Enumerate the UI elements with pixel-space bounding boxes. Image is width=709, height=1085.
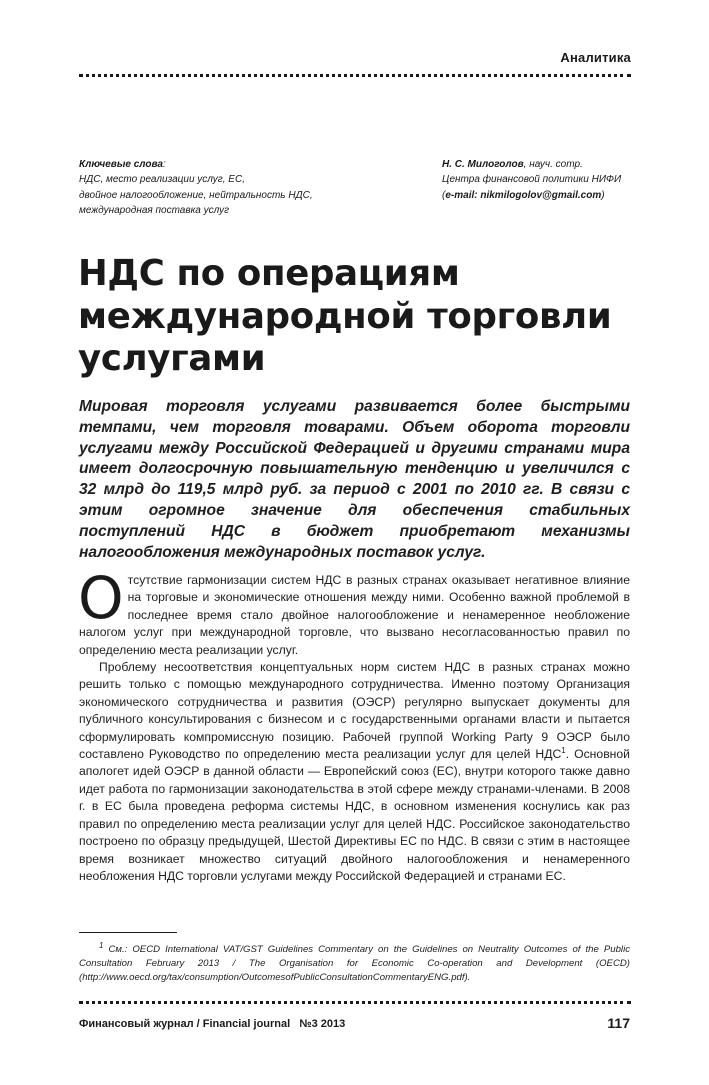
body-paragraph	[79, 659, 630, 885]
body-paragraph	[78, 564, 630, 659]
footnote-divider	[79, 932, 177, 933]
author-position: , науч. сотр.	[523, 159, 583, 170]
header-divider	[79, 74, 631, 77]
paragraph-text: . Основной апологет идей ОЭСР в данной области — Европейский союз (ЕС), внутри которого также давно идет работа по гармонизации законодательства в этой сфере между странами-членами. В 2008 г. в ЕС была проведена реформа системы НДС, в основном изменения коснулись как раз правил по определению места реализации услуг для целей НДС. Российское законодательство построено по образцу предыдущей, Шестой Директивы ЕС по НДС. В связи с этим в настоящее время возникает множество ситуаций двойного налогообложения и ненамеренного необложения НДС торговли услугами между Российской Федерацией и странами ЕС.	[79, 747, 630, 883]
keywords-block	[79, 157, 409, 219]
drop-cap: О	[78, 564, 124, 632]
paragraph-text: Проблему несоответствия концептуальных норм систем НДС в разных странах можно решить только с помощью международного сотрудничества. Именно поэтому Организация экономического сотрудничества и развития (ОЭСР) регулярно выпускает документы для публичного консультирования с бизнесом и с государственными органами власти и пытается сформулировать компромиссную позицию. Рабочей группой Working Party 9 ОЭСР было составлено Руководство по определению места реализации услуг для целей НДС	[79, 660, 630, 762]
keywords-line: НДС, место реализации услуг, ЕС,	[79, 174, 245, 186]
author-block	[442, 157, 642, 203]
section-label: Аналитика	[560, 50, 631, 65]
title-line: международной торговли	[78, 295, 612, 337]
title-line: услугами	[78, 338, 266, 379]
email-open: (	[442, 189, 446, 201]
journal-name: Финансовый журнал / Financial journal №3 2013	[79, 1018, 346, 1030]
footnote-text: См.: OECD International VAT/GST Guidelines Commentary on the Guidelines on Neutrality Outcomes of the Public Consultation February 2013 / The Organisation for Economic Co-operation and Development (OECD) (http://www.oecd.org/tax/consumption/OutcomesofPublicConsultationCommentaryENG.pdf).	[79, 944, 630, 984]
article-lead: Мировая торговля услугами развивается более быстрыми темпами, чем торговля товарами. Объем оборота торговли услугами между Российской Федерацией и другими странами мира имеет долгосрочную повышательную тенденцию и увеличился с 32 млрд до 119,5 млрд руб. за период с 2001 по 2010 гг. В связи с этим огромное значение для обеспечения стабильных поступлений НДС в бюджет приобретают механизмы налогообложения международных поставок услуг.	[79, 398, 630, 561]
keywords-label: Ключевые слова	[79, 159, 163, 170]
footnote-number: 1	[99, 940, 104, 950]
author-email: e-mail: nikmilogolov@gmail.com	[445, 189, 602, 201]
paragraph-text: тсутствие гармонизации систем НДС в разных странах оказывает негативное влияние на торговые и экономические отношения между ними. Особенно важной проблемой в последнее время стало двойное налогообложение и ненамеренное необложение налогом услуг при международной торговле, что вызвано несогласованностью правил по определению места реализации услуг.	[79, 573, 630, 657]
article-body	[78, 564, 630, 885]
footer-divider	[79, 1001, 631, 1004]
keywords-colon: :	[162, 159, 166, 170]
keywords-line: двойное налогообложение, нейтральность НДС,	[79, 189, 313, 201]
author-name: Н. С. Милоголов	[442, 159, 524, 170]
article-title	[78, 253, 638, 381]
footnote-reference[interactable]: 1	[561, 746, 566, 755]
title-line: НДС по операциям	[78, 253, 460, 294]
keywords-line: международная поставка услуг	[79, 205, 230, 217]
author-organization: Центра финансовой политики НИФИ	[442, 174, 622, 186]
footnote	[79, 940, 630, 986]
page-number: 117	[607, 1015, 630, 1031]
email-close: )	[601, 189, 605, 201]
